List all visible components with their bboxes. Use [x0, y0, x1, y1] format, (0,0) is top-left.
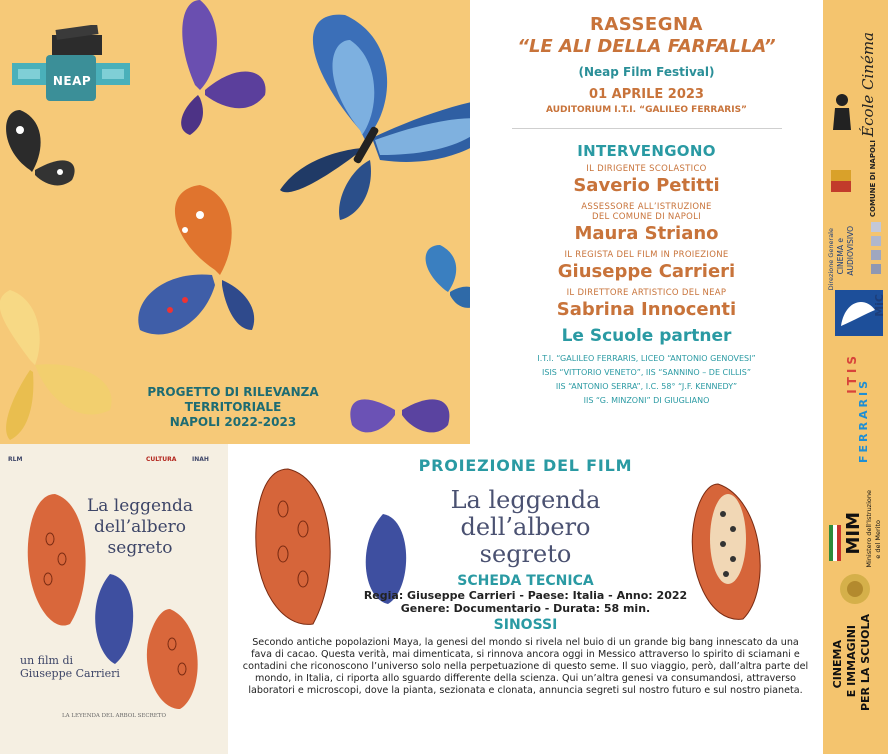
film-info-line-2: Genere: Documentario - Durata: 58 min.: [400, 602, 651, 615]
ferraris-logo: FERRARIS: [857, 378, 870, 463]
cacao-pod-icon: [147, 609, 198, 709]
project-line-1: PROGETTO DI RILEVANZA: [147, 385, 319, 399]
butterfly-illustration: [0, 0, 470, 444]
speakers-title: INTERVENGONO: [577, 142, 716, 160]
poster-title-line: segreto: [107, 538, 173, 558]
film-projection-panel: [228, 444, 823, 754]
speaker-role: IL DIRETTORE ARTISTICO DEL NEAP: [566, 288, 727, 298]
speaker-name: Saverio Petitti: [573, 175, 720, 196]
film-poster: [0, 444, 228, 754]
color-squares-icon: [871, 222, 883, 280]
festival-title-line-1: RASSEGNA: [590, 14, 703, 35]
mim-line-1: Ministero dell’Istruzione: [865, 490, 873, 568]
projection-title: PROIEZIONE DEL FILM: [418, 456, 633, 475]
orange-butterfly-icon: [138, 185, 254, 334]
cinema-scuola-line-3: PER LA SCUOLA: [859, 614, 872, 712]
school-item: IIS “ANTONIO SERRA”, I.C. 58° “J.F. KENNEDY”: [555, 382, 738, 391]
festival-subtitle: (Neap Film Festival): [578, 65, 715, 79]
purple-butterfly-bottom-icon: [350, 399, 449, 432]
cinema-scuola-line-1: CINEMA: [831, 640, 844, 689]
synopsis-text: Secondo antiche popolazioni Maya, la genesi del mondo si rivela nel buio di un grande big bang innescato da una fava di cacao. Questa verità, mai dimenticata, si rinnova ancora oggi in Messico attraverso lo spirito di sciamani e contadini che riconoscono l’universo solo nella perpetuazione di questo seme. Il suo viaggio, però, dall’altra parte del mondo, in Italia, ci riporta allo sguardo differente della scienza. Qui un’altra genesi va consumandosi, attraverso laboratori e microscopi, dove la pianta, sezionata e clonata, annuncia segreti sul nostro futuro e sul nostro pianeta.: [242, 637, 809, 696]
divider: [512, 128, 782, 129]
speaker-name: Sabrina Innocenti: [556, 299, 737, 320]
yellow-butterfly-icon: [0, 290, 112, 440]
poster-footer: LA LEYENDA DEL ARBOL SECRETO: [62, 713, 166, 719]
poster-credit-line: un film di: [20, 654, 74, 667]
school-item: I.T.I. “GALILEO FERRARIS, LICEO “ANTONIO GENOVESI”: [537, 354, 756, 363]
neap-logo-text: NEAP: [52, 74, 92, 88]
dark-butterfly-icon: [6, 110, 75, 185]
comune-label: COMUNE DI NAPOLI: [869, 140, 877, 218]
project-line-2: TERRITORIALE: [184, 400, 282, 414]
festival-date: 01 APRILE 2023: [589, 87, 704, 102]
film-title-line: dell’albero: [460, 513, 591, 541]
poster-credit-line: Giuseppe Carrieri: [20, 667, 120, 680]
project-label: [118, 385, 348, 430]
synopsis-title: SINOSSI: [493, 617, 558, 633]
school-item: ISIS “VITTORIO VENETO”, IIS “SANNINO – DE CILLIS”: [542, 368, 751, 377]
poster-title-line: La leggenda: [86, 496, 194, 516]
dgca-line-1: Direzione Generale: [827, 228, 835, 291]
cacao-seed-icon: [95, 574, 133, 664]
rlm-logo: RLM: [8, 456, 23, 463]
comune-crest-icon: [829, 168, 853, 194]
film-title-line: segreto: [479, 540, 572, 568]
poster-logos: [8, 456, 220, 470]
schools-title: Le Scuole partner: [561, 326, 732, 346]
sponsor-strip: [823, 0, 888, 754]
mic-label: MiC: [873, 294, 886, 317]
mim-logo: MIM: [843, 512, 864, 555]
film-title-line: La leggenda: [450, 486, 601, 514]
speaker-name: Maura Striano: [574, 223, 719, 244]
flag-red: [837, 525, 841, 561]
dgca-line-2: CINEMA e: [836, 238, 845, 275]
festival-title-line-2: “LE ALI DELLA FARFALLA”: [517, 36, 776, 57]
small-blue-butterfly-icon: [426, 245, 470, 308]
republic-emblem-icon: [837, 572, 873, 606]
film-title: [228, 487, 823, 568]
ecole-cinema-logo: École Cinéma: [859, 32, 877, 137]
cultura-logo: CULTURA: [146, 456, 177, 463]
blue-butterfly-icon: [280, 15, 470, 220]
purple-butterfly-icon: [181, 0, 265, 135]
poster-title-line: dell’albero: [93, 517, 187, 537]
neap-logo: [12, 25, 130, 103]
school-item: IIS “G. MINZONI” DI GIUGLIANO: [583, 396, 710, 405]
cinema-scuola-line-2: E IMMAGINI: [845, 625, 858, 698]
inah-logo: INAH: [192, 456, 209, 463]
cacao-pod-icon: [28, 494, 86, 626]
speaker-role: DEL COMUNE DI NAPOLI: [592, 212, 701, 222]
speaker-role: IL DIRIGENTE SCOLASTICO: [586, 164, 707, 174]
poster-credit: [20, 654, 120, 680]
speaker-role: IL REGISTA DEL FILM IN PROIEZIONE: [564, 250, 729, 260]
dgca-line-3: AUDIOVISIVO: [846, 226, 855, 276]
speaker-role: ASSESSORE ALL’ISTRUZIONE: [581, 202, 712, 212]
itis-label: ITIS: [845, 352, 859, 394]
project-line-3: NAPOLI 2022-2023: [169, 415, 297, 429]
mim-line-2: e del Merito: [874, 520, 882, 559]
ecole-figure-icon: [829, 92, 855, 132]
festival-info-panel: [470, 0, 823, 444]
technical-sheet-title: SCHEDA TECNICA: [457, 573, 594, 589]
speaker-name: Giuseppe Carrieri: [557, 261, 736, 282]
festival-venue: AUDITORIUM I.T.I. “GALILEO FERRARIS”: [546, 105, 747, 115]
film-info-line-1: Regia: Giuseppe Carrieri - Paese: Italia - Anno: 2022: [363, 589, 688, 602]
